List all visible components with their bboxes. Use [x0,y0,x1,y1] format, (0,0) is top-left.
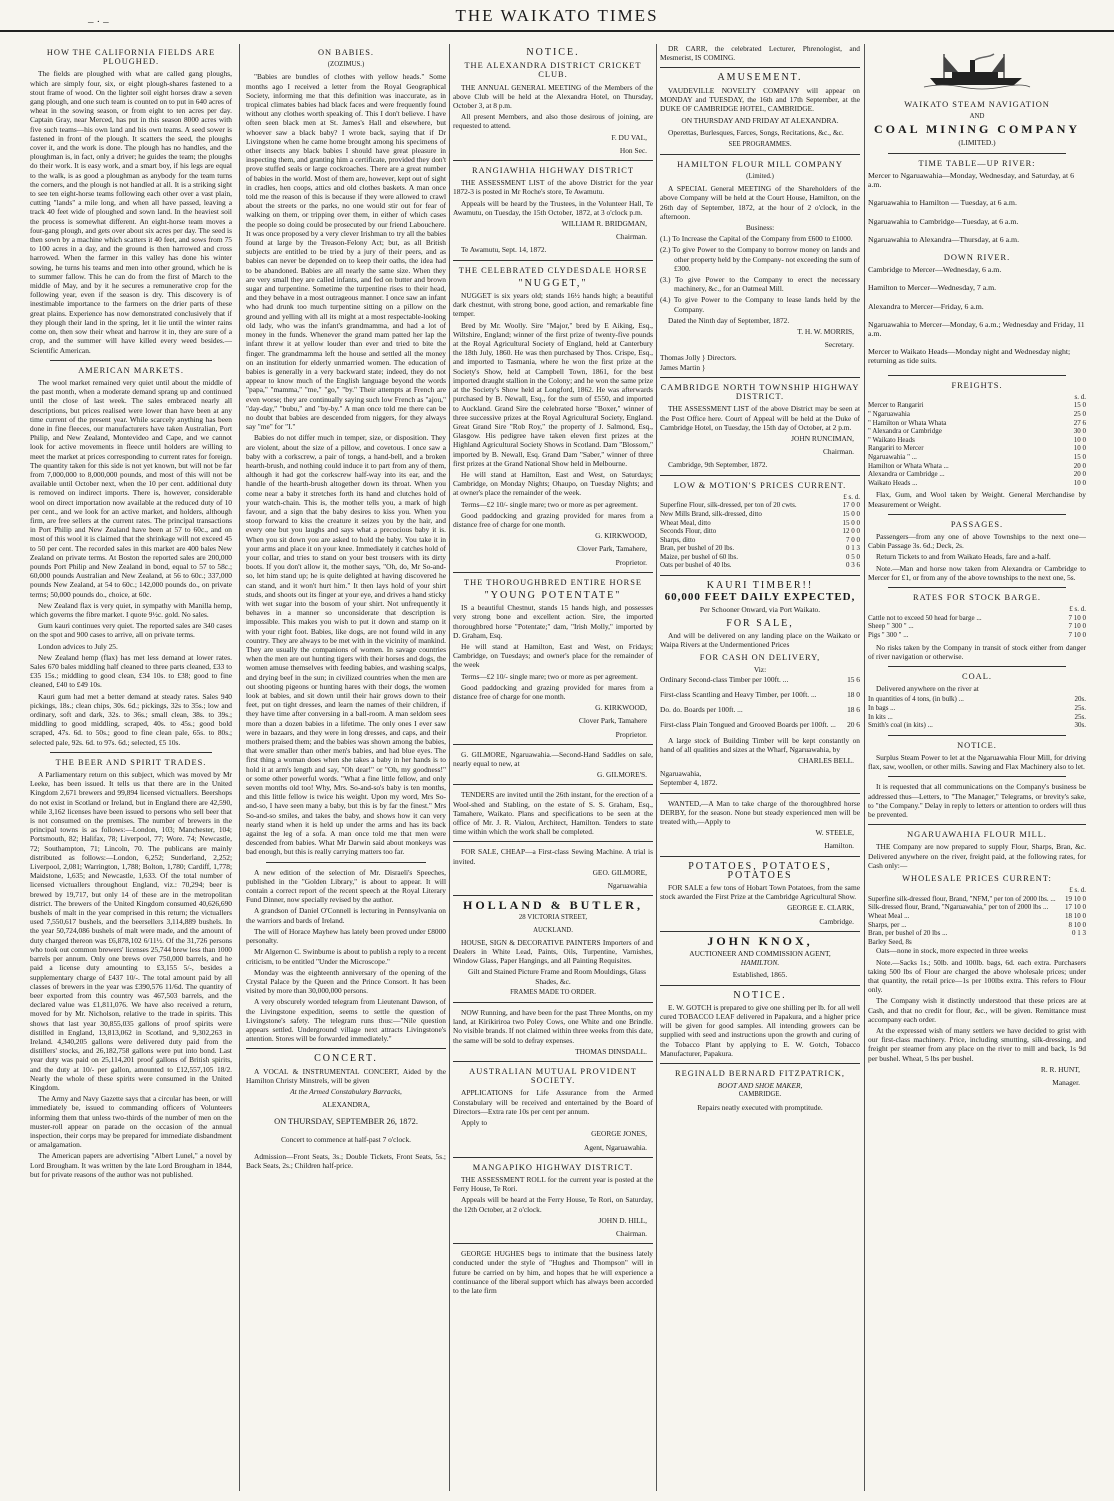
price-table: £ s. d. Superfine Flour, silk-dressed, per ton of 20 cwts. 17 0 0 New Mills Brand, silk-dressed, ditto 15 0 0 Wheat Meal, ditto 15 0 0 Seconds Flour, ditto 12 0 0 Sharps, ditto 7 0 0 Bran, per bushel of 20 lbs. 0 1 3 Maize, per bushel of 60 lbs. 0 5 0 Oats per bushel of 40 lbs. 0 3 6 [660,492,860,570]
table-row: Superfine Flour, silk-dressed, per ton of 20 cwts. 17 0 0 [660,501,860,510]
advert-text: Gilt and Stained Picture Frame and Room Mouldings, Glass Shades, &c. [468,967,646,986]
section-heading: COAL. [962,672,992,681]
article-paragraph: A Parliamentary return on this subject, which was moved by Mr Leeke, has been issued. It tells us that there are in the United Kingdom 2,671 brewers and 99,894 licensed victuallers. Beershops do not exist in Scotland or Ireland, but in England there are 42,590, while 3,162 licenses have been issued to persons who sell beer that is not consumed on the premises. The number of brewers in the principal towns is as follows:—London, 103; Manchester, 104; Portsmouth, 82; Halifax, 78; Liverpool, 77; Wore. 74; Newcastle, 72; Southampton, 71; Lincoln, 70. The publicans are mainly distributed as follows:—London, 6,252; Sunderland, 2,252; Liverpool, 2,081; Warrington, 1,788; Bolton, 1,780; Cardiff, 1,778; Maidstone, 1,635; and Newcastle, 1,633. Of the total number of licensed victuallers throughout England, viz.: 70,294; beer is brewed by 19,717, but only 14 of these are in the metropolitan district. The brewers of the United Kingdom consumed 40,626,690 bushels of malt in the year comprised in this return; the victuallers used 7,550,617 bushels, and the beersellers 3,114,889 bushels. In the year 50,724,086 bushels of malt were made, and the amount of duty charged thereon was £6,878,102 6/11½. Of the 31,726 persons who took out common brewers' licenses 25,744 brew less than 1000 barrels per annum. Only one brews over 750,000 barrels, and he paid a license duty amounting to £3,155 5/-, besides a supplementary charge of £437 10/-. The total amount paid by all classes of brewers in the year was £390,576 11/6d. The quantity of beer exported from this country was 467,503 barrels, and the declared value was £1,811,076. We have also received a return, moved for by Mr. Nicholson, relative to the trade in spirits. This shows that last year 30,855,035 gallons of proof spirits were distilled in England, 13,813,062 in Scotland, and 9,302,263 in Ireland. 4,340,205 gallons were delivered duty paid from the distillers' stocks, and 26,182,758 gallons were put into bond. Last year duty was paid on 25,114,201 proof gallons of British spirits, and the duty at 10/- per gallon, amounted to £12,557,105 18/2. Nearly the whole of these spirits were consumed in the United Kingdom. [30,770,232,1092]
divider [266,862,426,863]
column-rule [449,44,450,1491]
advert-text: All present Members, and also those desirous of joining, are requested to attend. [453,112,653,131]
advert-signature: Clover Park, Tamahere [578,716,647,726]
notice-text: At the expressed wish of many settlers we have decided to grist with our first-class machinery. Price, including smutting, silk-dressing, and freight per steamer from any place on the river to mill and back, 1s 9d per bushel. Wheat, 5 lbs per bushel. [868,1026,1086,1063]
table-row: Pigs " 300 " ... 7 10 0 [868,631,1086,639]
advert-text: DR CARR, the celebrated Lecturer, Phrenologist, and Mesmerist, IS COMING. [660,44,860,63]
table-row: Silk-dressed flour, Brand, "Ngaruawahia," per ton of 2000 lbs ... 17 10 0 [868,903,1086,912]
table-row: Seconds Flour, ditto 12 0 0 [660,527,860,536]
table-row: Superfine silk-dressed flour, Brand, "NFM," per ton of 2000 lbs. ... 19 10 0 [868,894,1086,903]
advert-heading: 60,000 FEET DAILY EXPECTED, [664,591,856,604]
advert-text: VAUDEVILLE NOVELTY COMPANY will appear on MONDAY and TUESDAY, the 16th and 17th September, at the DUKE OF CAMBRIDGE HOTEL, CAMBRIDGE. [660,85,860,114]
advert-signature: Chairman. [616,1228,647,1238]
table-row: Bran, per bushel of 20 lbs. 0 1 3 [660,544,860,553]
advert-heading: MANGAPIKO HIGHWAY DISTRICT. [472,1162,634,1172]
advert-venue: At the Armed Constabulary Barracks, [290,1086,402,1096]
divider [888,735,1066,736]
article-paragraph: "Babies are bundles of clothes with yellow heads." Some months ago I received a letter from the Royal Geographical Society, informing me that this definition was inaccurate, as in tropical climates babies had black faces and were frequently found without any clothes worth speaking of. This I don't believe. I have often seen black men at St. James's Hall and elsewhere, but whoever saw a black baby? I wrote back, saying that if Dr Livingstone when he came home brought among his specimens of other insects any black babies I should have great pleasure in inspecting them, and granting him a certificate, provided they don't prove stuffed seals or large cockroaches. There are a great number of babies in the world. Most of them are, however, kept out of sight in cradles, hen coops, attics and old clothes baskets. A man once told me the reason of this is because if they were allowed to crawl about the streets or the parks, no one would stir out for fear of walking on them, or tripping over them, in either of which cases the people so doing could be prosecuted by our friend Labouchere. It was once proposed by a very clever Irishman to try all the babies found at large by the Treason-Felony Act; but, as all British subjects are entitled to be tried by a jury of their peers, and as babies can never be depended on to keep their oaths, the idea had to be abandoned. Babies are all nearly the same size. When they are very small they are called infants, and fed on butter and brown sugar and turpentine. Sometime the turpentine rises to their head, and they behave in a most outrageous manner. I once saw an infant who had drunk too much turpentine sitting on a pillow on the ground and yelling with all its might at a most respectable-looking old lady, who was the infant's grandmamma, and had a lot of money in the funds. Whenever the grand mam patted her lap the infant threw it at yellow louder than ever and tried to bite the finger. The grandmamma left the house and settled all the money on an institution for elderly unmarried women. The education of babies is generally in a very backward state; indeed, they do not appear to know much of the English language beyond the words "papa," "mamma," "me," "go," "by." Their attempts at French are even worse; they are continually saying such low French as "ajou," "day-day," "bubu," and "by-by." A man once told me there can be no doubt that babies are descended from niggers, for they always say "me" for "I." [246,72,446,432]
timetable-entry: Ngaruawahia to Alexandra—Thursday, at 6 a.m. [868,234,1020,244]
advert-text: WANTED,—A Man to take charge of the thoroughbred horse DERBY, for the season. None but steady experienced men will be treated with,—Apply to [660,798,860,826]
business-list [660,234,860,314]
table-row: Mercer to Rangariri 15 0 [868,401,1086,410]
article-heading: AMERICAN MARKETS. [78,365,184,375]
article-heading: HOW THE CALIFORNIA FIELDS ARE PLOUGHED. [46,48,216,67]
advert-text: Operettas, Burlesques, Farces, Songs, Recitations, &c., &c. [668,128,844,138]
table-row: Alexandra or Cambridge ... 20 0 [868,470,1086,479]
advert-heading: THE THOROUGHBRED ENTIRE HORSE [464,577,642,587]
advert-signature: F. DU VAL, [611,132,647,142]
advert-heading: CAMBRIDGE NORTH TOWNSHIP HIGHWAY DISTRICT. [660,382,860,402]
advert-text: Dated the Ninth day of September, 1872. [668,315,790,325]
flour-price-table: £ s. d. Superfine silk-dressed flour, Brand, "NFM," per ton of 2000 lbs. ... 19 10 0 Silk-dressed flour, Brand, "Ngaruawahia," per ton of 2000 lbs ... 17 10 0 Wheat Meal ... 18 10 0 Sharps, per ... 8 10 0 Bran, per bushel of 20 lbs ... 0 1 3 Barley Seed, 8s [868,886,1086,946]
timetable-entry: Mercer to Ngaruawahia—Monday, Wednesday, and Saturday, at 6 a.m. [868,171,1074,190]
notice-text: No risks taken by the Company in transit of stock either from danger of river navigation or otherwise. [868,642,1086,661]
article-paragraph: Kauri gum had met a better demand at steady rates. Sales 940 pickings, 18s.; clean chips, 30s. 6d.; pickings, 32s to 35s.; low and ordinary, soft and dark, 32s. to 36s.; small clean, 38s. to 39s.; middling to good middling, scraped, 40s. to 45s.; good bold scraped, 47s. 6d. to 50s.; good to fine clean pale, 65s. to 80s.; selected pale, 92s. 6d. to 97s. 6d.; selected, £5 10s. [30,691,232,747]
article-byline: (ZOZIMUS.) [327,61,365,69]
table-row: Rangariri to Mercer 10 0 [868,444,1086,453]
advert-signature: T. H. W. MORRIS, [797,327,854,337]
advert-text: Terms—£2 10/- single mare; two or more as per agreement. [461,499,638,509]
article-paragraph: Mr Algernon C. Swinburne is about to publish a reply to a recent criticism, to be entitled "Under the Microscope." [246,947,446,966]
advert-signature: Chairman. [823,447,854,457]
article-paragraph: Babies do not differ much in temper, size, or disposition. They are violent, about the size of a pillow, and covetous. I once saw a baby with a corkscrew, a pair of tongs, a hand-bell, and a broken hearth-brush, and nothing could induce it to part from any of them, although it had got the corkscrew half-way into its ear, and the handle of the hearth-brush altogether down its throat. When you come near a baby it stretches forth its hand and clutches hold of your watch-chain. This is, the mother tells you, a mark of high favour, and a sign that the baby desires to kiss you. When you stoop forward to kiss the creature it seizes you by the hair, and every one but you laughs and says what a precocious baby it is. When you sit down you are asked to hold the baby. You take it in your arms and place it on your knee. Immediately it catches hold of your collar, and tries to stand on your best trousers with its dirty boots. If you don't allow it, the mother says, "Oh, do, Mr So-and-so, let him stand up; he is quite delighted at having discovered he can stand, and it won't hurt him." It then lays hold of your shirt studs, and shoots out its finger at your eye, and drives a hand sticky with wet sugar into the bosom of your shirt. Not unfrequently it behaves in a manner so unconsiderate that description is impossible. This makes you wish to put it down and stamp on it with your right foot. Babies, like dogs, are not found wild in any country. They are always to be met with in the vicinity of mankind. They are usually the companions of women. In savage countries when the men are out hunting tigers with their horses and dogs, the women amuse themselves with feeding babies, and washing scalps, and drying beef in the sun; in civilized countries when the men are out shooting pigeons or hunting hares with their dogs, the women look at babies, and sit down until their hair grows down to their feet, put on tight dresses, and learn the names of their children, if they have time after conversing in a ball-room. A man seldom sees more than a dozen babies in a lifetime. The only ones I ever saw were in bazaars, and they were in long dresses, and caps, and their mothers praised them; and the babies was shown among the babies, that were smaller than other men's babies, and had blue eyes. The first thing a woman does when she takes a baby in her hands is to hold it at arm's length and say, "Oh dear!" or "Oh, my goodness!" or some other powerful words. "What a fine little fellow, and only seven months old too! Why, Mrs. So-and-so's baby is ten months, and this little fellow is twice his weight. Upon my word, Mrs So-and-so, I have seen many a baby, but this is by far the finest." Mrs So-and-so smiles, and takes the baby, and shows how it can very nearly stand when it is held up under the arms and has its back against the leg of a sofa. A man once told me that men were descended from babies. What Mr Darwin said about monkeys was bad enough, but this is really carrying matters too far. [246,433,446,857]
table-row: In bags ... 25s. [868,704,1086,712]
advert-text: SEE PROGRAMMES. [728,140,792,148]
advert-signature: G. GILMORE'S. [597,770,647,780]
article-paragraph: The wool market remained very quiet until about the middle of the past month, when a moderate demand sprang up and continued until the close of last week. The sales embraced nearly all descriptions, but prices realised were lower than have been at any time current of the present year. While scarcely anything has been done in fine fleeces, our manufacturers have taken Australian, Port Philip, and New Zealand, Montevideo and Cape, and we cannot look for active movements in fleece until holders are willing to meet the market at prices corresponding to current rates for foreign. The quantity taken for this side is not yet known, but will not be far from 7,000,000 to 8,000,000 pounds, and most of this will not be available until October next, when the 10 per cent. additional duty is removed on indirect imports. There is, however, considerable wool on direct importation now available at the reduced duty of 10 per cent., and we look for an active market, and holders, although firm, are free sellers at the current rates. The principal transactions in Port Philip and New Zealand have been at 57 to 60c., and on most of this wool it is claimed that the shrinkage will not exceed 45 to 50 per cent. The recorded sales in this market are 400 bales New Zealand on private terms. At Boston the reported sales are 200,000 pounds Port Philip and New Zealand in bond, equal to 57 to 58c.; 60,000 pounds Australian and New Zealand, at 56 to 60c.; 337,000 pounds New Zealand, at 54 to 60c.; 142,000 pounds do., on private terms; 50,000 pounds do., choice, at 60c. [30,377,232,599]
advert-signature: WILLIAM R. BRIDGMAN, [561,219,647,229]
advert-heading: NOTICE. [526,47,580,58]
table-row: Ngaruawahia " ... 15 0 [868,453,1086,462]
timetable-entry: Ngaruawahia to Hamilton — Tuesday, at 6 a.m. [868,198,1017,208]
masthead [0,4,1114,32]
table-row: Bran, per bushel of 20 lbs ... 0 1 3 [868,929,1086,938]
advert-text: IS a beautiful Chestnut, stands 15 hands high, and possesses very strong bone and excellent action. Sire, the imported thoroughbred horse "Potentate;" dam, "Irish Molly," imported by D. Graham, Esq. [453,603,653,640]
advert-signature: CHARLES BELL. [798,755,854,765]
timber-price-row: Do. do. Boards per 100ft. ... 18 6 [660,705,860,715]
advert-date: ON THURSDAY, SEPTEMBER 26, 1872. [274,1117,418,1127]
advert-heading: CONCERT. [314,1053,378,1065]
notice-text: It is requested that all communications on the Company's business be addressed thus—Letters, to "The Manager," Telegrams, or brevity's sake, to "the Company." Delay in reply to letters or attention to orders will thus be prevented. [868,782,1086,819]
column-rule [656,44,657,1491]
advert-admission: Admission—Front Seats, 3s.; Double Tickets, Front Seats, 5s.; Back Seats, 2s.; Children half-price. [246,1151,446,1170]
advert-signature: Thomas Jolly } Directors. [660,353,737,363]
advert-heading: JOHN KNOX, [707,933,813,948]
advert-signature: Clover Park, Tamahere, [577,544,647,554]
table-row: Oats per bushel of 40 lbs. 0 3 6 [660,561,860,570]
advert-heading: HOLLAND & BUTLER, [462,898,644,913]
notice-text: THE Company are now prepared to supply Flour, Sharps, Bran, &c. Delivered anywhere on the river, freight paid, at the following rates, for Cash only:— [868,842,1086,870]
advert-signature: G. KIRKWOOD, [595,531,647,541]
divider [50,360,212,361]
table-row: Waikato Heads ... 10 0 [868,478,1086,487]
advert-time: Concert to commence at half-past 7 o'clock. [280,1134,411,1144]
article-paragraph: New Zealand hemp (flax) has met less demand at lower rates. Sales 670 bales middling half cleaned to three parts cleaned, £33 to £35 15s.; middling to good clean, £34 10s. to £38; good to fine cleaned, £40 to £49 10s. [30,652,232,690]
section-heading: DOWN RIVER. [943,253,1011,263]
table-row: Wheat Meal ... 18 10 0 [868,912,1086,920]
divider [660,377,860,378]
advert-text: HAMILTON. [740,958,780,968]
section-heading: FREIGHTS. [951,380,1003,390]
advert-subheading: (Limited.) [746,173,774,181]
divider [453,1157,653,1158]
advert-text: Bred by Mr. Woolly. Sire "Major," bred by E Aiking, Esq., Wiltshire, England; winner of the first prize of twenty-five pounds at the Royal Agricultural Society of England, held at Canterbury the 18th July, 1860. He was then purchased by Thos. Crispe, Esq., and imported to Tasmania, where he won the first prize at the Society's Show, held at Campbell Town, 1861, for the best imported draught stallion in the Colony; and he won the same prize at the Society's Show held at Longford, 1862. He was afterwards purchased by B. Newall, Esq., for the sum of £550, and imported to Auckland. Grand Sire the celebrated horse "Boxer," winner of three successive prizes at the Royal Agricultural Society, England. Great Grand Sire "Rob Roy," the property of J. Salmond, Esq., Glasgow. His pedigree have taken eleven first prizes at the Highland Agricultural Society Shows in Scotland. Dam "Blossom," imported by B. Newall, Esq. Grand Dam "Saber," winner of three first prizes at the Grand National Show held in Melbourne. [453,320,653,468]
advert-text: HOUSE, SIGN & DECORATIVE PAINTERS Importers of and Dealers in White Lead, Paints, Oils, Turpentine, Varnishes, Window Glass, Paper Hangings, and all Painting Requisites. [453,937,653,966]
advert-text: And will be delivered on any landing place on the Waikato or Waipa Rivers at the Undermentioned Prices [660,630,860,650]
advert-text: He will stand at Hamilton, East and West, on Saturdays; Cambridge, on Monday Nights; Ohaupo, on Tuesday Nights; and at owner's place the remainder of the week. [453,469,653,498]
advert-heading: AUSTRALIAN MUTUAL PROVIDENT SOCIETY. [469,1067,637,1086]
section-heading: NGARUAWAHIA FLOUR MILL. [907,830,1047,840]
article-paragraph: New Zealand flax is very quiet, in sympathy with Manilla hemp, which governs the fibre market. I quote 9½c. gold. No sales. [30,600,232,619]
article-paragraph: A new edition of the selection of Mr. Disraeli's Speeches, published in the "Golden Library," is about to appear. It will contain a correct report of the recent speech at the Royal Literary Fund Dinner, now specially revised by the author. [246,867,446,905]
divider [660,985,860,986]
advert-text: THE ASSESSMENT ROLL for the current year is posted at the Ferry House, Te Rori. [453,1174,653,1194]
divider [660,856,860,857]
section-heading: RATES FOR STOCK BARGE. [913,593,1041,603]
advert-address: AUCKLAND. [533,926,573,934]
table-row: Sheep " 300 " ... 7 10 0 [868,622,1086,631]
newspaper-title: THE WAIKATO TIMES [455,6,659,25]
advert-subheading: THE ALEXANDRA DISTRICT CRICKET CLUB. [464,61,642,80]
divider [453,1061,653,1062]
divider [50,752,212,753]
advert-text: FRAMES MADE TO ORDER. [510,988,596,996]
advert-signature: JOHN RUNCIMAN, [791,433,854,443]
notice-text: Note.—Sacks 1s.; 50lb. and 100lb. bags, 6d. each extra. Purchasers taking 500 lbs of Flour are charged the above wholesale prices; under that quantity, the retail price—1s per 100lbs extra. This refers to Flour only. [868,957,1086,995]
timetable-entry: Ngaruawahia to Cambridge—Tuesday, at 6 a.m. [868,216,1019,226]
divider [453,572,653,573]
notice-text: Flax, Gum, and Wool taken by Weight. General Merchandise by Measurement or Weight. [868,490,1086,509]
advert-text: Repairs neatly executed with promptitude. [697,1102,823,1112]
advert-signature: Ngaruawahia [607,881,647,891]
advert-text: Established, 1865. [732,970,788,980]
table-row: Smith's coal (in kits) ... 30s. [868,721,1086,730]
table-row: Barley Seed, 8s [868,937,912,946]
article-paragraph: London advices to July 25. [38,641,118,651]
timetable-entry: Hamilton to Mercer—Wednesday, 7 a.m. [868,283,997,293]
column-rule [864,44,865,1491]
column-1 [30,44,232,1495]
notice-text: Note.—Man and horse now taken from Alexandra or Cambridge to Mercer for £1, or from any of the above townships to the next one, 5s. [868,563,1086,582]
column-4 [660,44,860,1495]
advert-text: APPLICATIONS for Life Assurance from the Armed Constabulary will be received and entertained by the Board of Directors—Extra rate 10s per cent per annum. [453,1088,653,1116]
advert-signature: JOHN D. HILL, [598,1215,647,1225]
divider [868,824,1086,825]
advert-text: G. GILMORE, Ngaruawahia.—Second-Hand Saddles on sale, nearly equal to new, at [453,749,653,768]
divider [888,666,1066,667]
advert-heading: THE CELEBRATED CLYDESDALE HORSE [458,265,648,275]
advert-signature: THOMAS DINSDALL. [575,1046,647,1056]
stock-table: £ s. d. Cattle not to exceed 50 head for barge ... 7 10 0 Sheep " 300 " ... 7 10 0 Pigs " 300 " ... 7 10 0 [868,605,1086,639]
divider [660,1063,860,1064]
advert-text: TENDERS are invited until the 26th instant, for the erection of a Wool-shed and Stabling, on the estate of S. S. Graham, Esq., Tamahere, Waikato. Plans and specifications to be seen at the office of Mr. J. R. Vialou, Architect, Hamilton. Tenders to state time within which the work shall be completed. [453,790,653,837]
divider [660,475,860,476]
advert-heading: RANGIAWHIA HIGHWAY DISTRICT [471,166,635,176]
advert-signature: GEO. GILMORE, [592,867,647,877]
article-paragraph: Monday was the eighteenth anniversary of the opening of the Crystal Palace by the Queen and the Prince Consort. It has been visited by more than 30,000,000 persons. [246,967,446,996]
notice-text: Delivered anywhere on the river at [876,684,979,694]
column-2 [246,44,446,1495]
advert-text: Apply to [461,1118,488,1128]
column-rule [239,44,240,1491]
section-heading: PASSAGES. [950,519,1004,529]
advert-text: Good paddocking and grazing provided for mares from a distance free of charge for one month. [453,510,653,529]
section-heading: WHOLESALE PRICES CURRENT: [902,874,1052,884]
divider [453,895,653,896]
advert-signature: Hamilton. [824,841,854,851]
divider [888,587,1066,588]
advert-address: 28 VICTORIA STREET, [518,914,588,922]
advert-signature: Cambridge. [819,916,854,926]
notice-text: Surplus Steam Power to let at the Ngaruawahia Flour Mill, for driving flax, saw, woollen, or other mills. Sawing and Flax Machinery also to let. [868,752,1086,772]
advert-heading: FOR SALE, [726,617,794,629]
advert-text: BOOT AND SHOE MAKER, [717,1081,803,1091]
table-row: New Mills Brand, silk-dressed, ditto 15 0 0 [660,509,860,518]
advert-signature: G. KIRKWOOD, [595,703,647,713]
divider [888,375,1066,376]
timber-price-row: Ordinary Second-class Timber per 100ft. ... 15 6 [660,674,860,684]
table-row: Cattle not to exceed 50 head for barge ... 7 10 0 [868,613,1086,622]
company-name-and: AND [969,113,985,121]
table-row: In quantities of 4 tons, (in bulk) ... 20s. [868,695,1086,704]
advert-text: A SPECIAL General MEETING of the Shareholders of the above Company will be held at the Court House, Hamilton, on the 26th day of September, 1872, at the hour of 2 o'clock, in the afternoon. [660,184,860,221]
table-row: Wheat Meal, ditto 15 0 0 [660,518,860,527]
table-row: Sharps, ditto 7 0 0 [660,535,860,544]
divider [660,575,860,576]
list-item: (4.) To give Power to the Company to lease lands held by the Company. [660,295,860,314]
advert-signature: Ngaruawahia, [660,769,702,779]
advert-text: Business: [745,223,775,233]
advert-text: Per Schooner Onward, via Port Waikato. [699,605,821,615]
article-paragraph: A very obscurely worded telegram from Lieutenant Dawson, of the Livingstone expedition, seems to settle the question of Livingstone's safety. The telegram runs thus:—"Nile question appears settled. Underground village next attracts Livingstone's attention. Stores will be forwarded immediately." [246,997,446,1044]
list-item: (1.) To Increase the Capital of the Company from £600 to £1000. [660,234,853,244]
advert-signature: September 4, 1872. [660,778,718,788]
advert-heading: KAURI TIMBER!! [706,580,814,592]
divider [660,793,860,794]
advert-signature: Hon Sec. [619,145,647,155]
advert-text: Good paddocking and grazing provided for mares from a distance free of charge for one month. [453,682,653,701]
advert-heading: NOTICE. [733,989,787,1001]
divider [453,160,653,161]
advert-text: NOW Running, and have been for the past Three Months, on my land, at Kirikiriroa two Poley Cows, one White and one Brindle. No visible brands. If not claimed within three weeks from this date, the same will be sold to defray expenses. [453,1008,653,1045]
section-heading: TIME TABLE—UP RIVER: [918,158,1036,168]
article-heading: ON BABIES. [317,48,375,57]
notice-text: Oats—none in stock, more expected in three weeks [876,946,1028,956]
notice-text: Return Tickets to and from Waikato Heads, fare and a-half. [876,552,1051,562]
column-3 [453,44,653,1495]
divider [453,1002,653,1003]
timetable-entry: Mercer to Waikato Heads—Monday night and Wednesday night; returning as tide suits. [868,347,1071,366]
advert-signature: Agent, Ngaruawahia. [583,1142,647,1152]
advert-text: A large stock of Building Timber will be kept constantly on hand of all qualities and sizes at the Wharf, Ngaruawahia, by [660,735,860,754]
divider [453,841,653,842]
notice-text: Passengers—from any one of above Townships to the next one—Cabin Passage 3s. 6d.; Deck, 2s. [868,532,1086,551]
divider [888,514,1066,515]
masthead-ornament: –·– [88,16,112,28]
divider [888,153,1066,154]
advert-signature: R. R. HUNT, [1040,1064,1080,1074]
divider [453,1243,653,1244]
advert-text: FOR SALE, CHEAP—a First-class Sewing Machine. A trial is invited. [453,847,653,866]
advert-text: THE ANNUAL GENERAL MEETING of the Members of the above Club will be held at the Alexandra Hotel, on Thursday, October 3, at 8 p.m. [453,82,653,111]
advert-heading: POTATOES, POTATOES, POTATOES [688,860,832,881]
company-name: COAL MINING COMPANY [873,122,1081,137]
table-row: Sharps, per ... 8 10 0 [868,920,1086,929]
advert-text: AUCTIONEER AND COMMISSION AGENT, [689,948,831,958]
advert-signature: Proprietor. [615,557,647,567]
divider [888,776,1066,777]
advert-text: THE ASSESSMENT LIST of the above District for the year 1872-3 is posted in Mr Roche's store, Te Awamutu. [453,178,653,197]
advert-signature: Chairman. [616,232,647,242]
steamship-icon [922,50,1032,90]
advert-text: CAMBRIDGE. [738,1091,782,1099]
article-paragraph: The Army and Navy Gazette says that a circular has been, or will immediately be, issued to commanding officers of Volunteers informing them that unless two-thirds of the number of men on the muster-roll appear on parade on the occasion of the annual inspection, their corps may be prepared for immediate disbandment or amalgamation. [30,1094,232,1150]
divider [246,1048,446,1049]
advert-text: FOR SALE a few tons of Hobart Town Potatoes, from the same stock awarded the First Prize at the Cambridge Agricultural Show. [660,882,860,902]
article-paragraph: Gum kauri continues very quiet. The reported sales are 340 cases on the spot and 900 cases to arrive, all on private terms. [30,621,232,640]
advert-heading: LOW & MOTION'S PRICES CURRENT. [673,480,847,490]
advert-text: E. W. GOTCH is prepared to give one shilling per lb. for all well cured TOBACCO LEAF delivered in Papakura, and a higher price will be given for good samples. All intending growers can be supplied with seed and instructions upon the growth and curing of the Tobacco Plant by applying to E. W. Gotch, Tobacco Manufacturer, Papakura. [660,1002,860,1058]
notice-text: The Company wish it distinctly understood that these prices are at Cash, and that no credit for flour, &c., will be given. Remittance must accompany each order. [868,996,1086,1024]
table-row: Maize, per bushel of 60 lbs. 0 5 0 [660,552,860,561]
advert-signature: Secretary. [824,340,854,350]
section-heading: NOTICE. [957,740,997,750]
advert-heading: HAMILTON FLOUR MILL COMPANY [677,159,843,169]
advert-text: Appeals will be heard at the Ferry House, Te Rori, on Saturday, the 12th October, at 2 o'clock. [453,1195,653,1214]
timber-price-row: First-class Plain Tongued and Grooved Boards per 100ft. ... 20 6 [660,720,860,730]
table-row: In kits ... 25s. [868,712,1086,721]
divider [453,744,653,745]
table-row: " Ngaruawahia 25 0 [868,410,1086,419]
divider [660,931,860,932]
advert-text: Appeals will be heard by the Trustees, in the Volunteer Hall, Te Awamutu, on Tuesday, the 15th October, 1872, at 3 o'clock p.m. [453,198,653,217]
timetable-entry: Cambridge to Mercer—Wednesday, 6 a.m. [868,265,1002,275]
list-item: (3.) To give Power to the Company to erect the necessary machinery, &c., for an Oatmeal Mill. [660,275,860,294]
table-row: Hamilton or Whata Whata ... 20 0 [868,461,1086,470]
article-paragraph: A grandson of Daniel O'Connell is lecturing in Pennsylvania on the warriors and bards of Ireland. [246,906,446,925]
advert-signature: GEORGE JONES, [591,1129,647,1139]
coal-table [868,695,1086,729]
article-paragraph: The fields are ploughed with what are called gang ploughs, which are simply four, six, or eight plough-shares fastened to a stout frame of wood. On the lighter soil eight horses draw a seven gang plough, and one such team is counted on to put in 640 acres of wheat in the sowing season, or from eight to ten acres per day. Captain Gray, near Merced, has put in this season 8000 acres with five such teams—his own land and his own teams. A seed sower is fastened in front of the plough. It scatters the seed, the ploughs cover it, and the work is done. The plough has no handles, and the ploughman is, in fact, only a driver; he guides the team; the ploughs do their work. It is easy work, and a smart boy, if his legs are equal to the walk, is as good a ploughman as anybody for the team turns the corners, and the plough is not handled at all. It is a striking sight to see ten eight-horse teams following each other over a vast plain, cutting "lands" a mile long, and when all have passed, leaving a track 40 feet wide of ploughed and sown land. In the heaviest soil the process is somewhat different. An eight-horse team moves a four-gang plough, and gets over about six acres per day. The seed is then sown by a machine which scatters it 40 feet, and sows from 75 to 100 acres in a day, and the ground is then harrowed and cross harrowed. When the farmer in this valley has done his winter sowing, he turns his teams and men into other ground, which he is to summer fallow. This he can do from the first of March to the middle of May, and by it he secures a remunerative crop for the following year, even if the season is dry. This discovery is of inestimable importance to the farmers on the drier parts of these great plains. Experience has now demonstrated conclusively that if they plough their land in the spring, let it lie until the winter rains come on, then sow their wheat and harrow it in, they are sure of a crop, and the summer will have killed every weed besides.—Scientific American. [30,69,232,355]
advert-signature: Proprietor. [615,729,647,739]
table-row: " Alexandra or Cambridge 30 0 [868,427,1086,436]
advert-text: Te Awamutu, Sept. 14, 1872. [461,245,547,255]
table-row: " Hamilton or Whata Whata 27 6 [868,418,1086,427]
advert-heading: REGINALD BERNARD FITZPATRICK, [675,1068,845,1078]
table-row: " Waikato Heads 10 0 [868,435,1086,444]
advert-heading: AMUSEMENT. [717,72,803,84]
divider [660,67,860,68]
advert-text: Viz: [753,665,767,675]
advert-text: ON THURSDAY AND FRIDAY AT ALEXANDRA. [681,116,839,126]
timetable-down [868,265,1086,365]
advert-signature: Manager. [1052,1078,1080,1088]
divider [453,784,653,785]
advert-text: A VOCAL & INSTRUMENTAL CONCERT, Aided by the Hamilton Christy Minstrels, will be given [246,1066,446,1085]
advert-text: Terms—£2 10/- single mare; two or more as per agreement. [461,671,638,681]
advert-text: NUGGET is six years old; stands 16½ hands high; a beautiful dark chestnut, with strong bone, good action, and remarkable fine temper. [453,291,653,319]
advert-town: ALEXANDRA, [322,1100,370,1110]
company-name: WAIKATO STEAM NAVIGATION [904,100,1050,109]
timber-price-row: First-class Scantling and Heavy Timber, per 100ft. ... 18 0 [660,689,860,699]
timetable-entry: Alexandra to Mercer—Friday, 6 a.m. [868,301,984,311]
advert-heading: "YOUNG POTENTATE" [484,589,622,601]
column-5 [868,44,1086,1495]
advert-text: He will stand at Hamilton, East and West, on Fridays; Cambridge, on Tuesdays; and owner's place for the remainder of the week [453,641,653,670]
divider [660,154,860,155]
divider [453,260,653,261]
advert-signature: James Martin } [660,362,706,372]
article-paragraph: The American papers are advertising "Albert Lunel," a novel by Lord Brougham. It was written by the late Lord Brougham in 1844, but for private reasons of the author was not published. [30,1151,232,1179]
advert-text: GEORGE HUGHES begs to intimate that the business lately conducted under the style of "Hughes and Thompson" will in future be carried on by him, and hopes that he will experience a continuance of the liberal support which has always been accorded to the late firm [453,1249,653,1295]
advert-signature: W. STEELE, [815,828,854,838]
timetable-up [868,171,1086,244]
company-limited: (LIMITED.) [958,137,996,147]
article-heading: THE BEER AND SPIRIT TRADES. [55,757,207,767]
advert-heading: FOR CASH ON DELIVERY, [699,653,821,663]
freight-table: s. d. Mercer to Rangariri 15 0 " Ngaruawahia 25 0 " Hamilton or Whata Whata 27 6 " Alexandra or Cambridge 30 0 " Waikato Heads 10 0 Rangariri to Mercer 10 0 Ngaruawahia " ... 15 0 Hamilton or Whata Whata ... 20 0 Alexandra or Cambridge ... 20 0 Waikato Heads ... 10 0 [868,392,1086,487]
advert-signature: GEORGE E. CLARK, [787,903,854,913]
advert-text: Cambridge, 9th September, 1872. [668,460,768,470]
timetable-entry: Ngaruawahia to Mercer—Monday, 6 a.m.; Wednesday and Friday, 11 a.m. [868,319,1085,339]
advert-text: THE ASSESSMENT LIST of the above District may be seen at the Post Office here. Court of Appeal will be held at the Duke of Cambridge Hotel, on Tuesday, the 15th day of October, at 2 p.m. [660,404,860,432]
list-item: (2.) To give Power to the Company to borrow money on lands and other property held by the Company- not exceeding the sum of £300. [660,245,860,273]
article-paragraph: The will of Horace Mayhew has lately been proved under £8000 personalty. [246,926,446,946]
advert-heading: "NUGGET," [518,277,588,289]
